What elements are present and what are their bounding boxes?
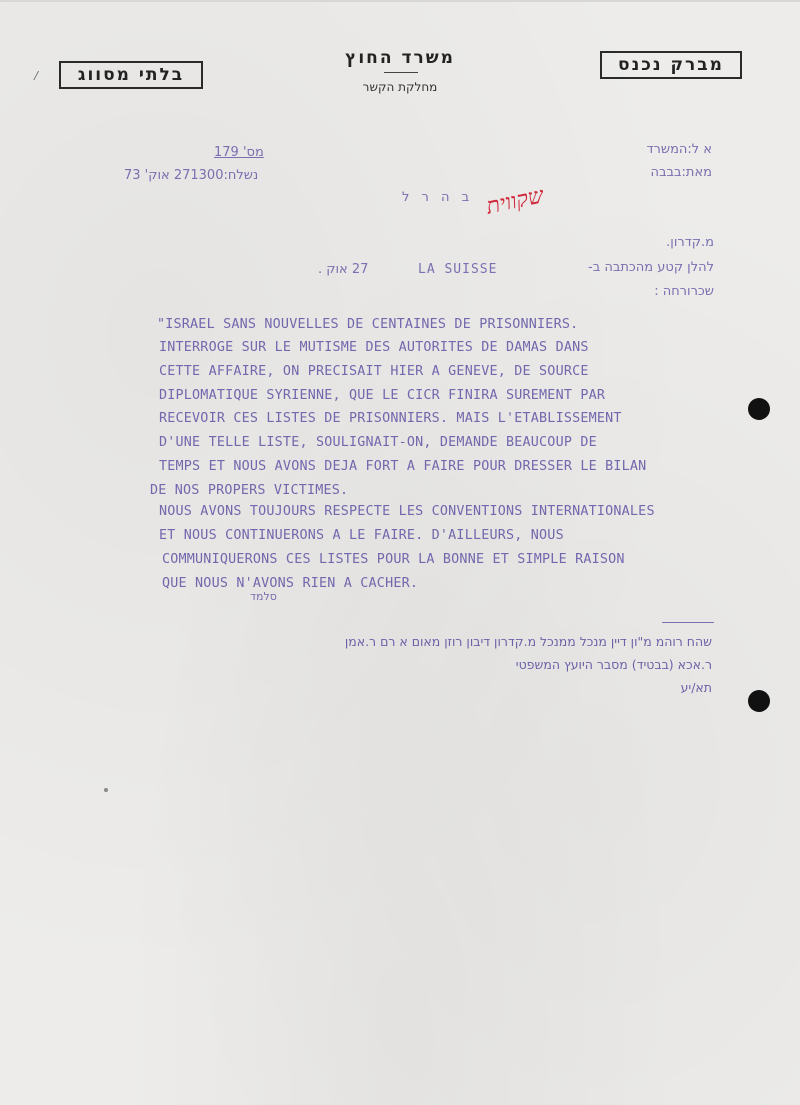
body-line: QUE NOUS N'AVONS RIEN A CACHER. bbox=[162, 576, 419, 591]
distribution-line: ר.אכא (בבטיד) מסבר היועץ המשפטי bbox=[515, 657, 712, 672]
to-line: א ל:המשרד bbox=[646, 142, 712, 157]
body-line: DE NOS PROPERS VICTIMES. bbox=[150, 483, 349, 498]
classification-line: ב ה ר ל bbox=[402, 190, 474, 205]
body-line: "ISRAEL SANS NOUVELLES DE CENTAINES DE PRISONNIERS. bbox=[157, 317, 579, 332]
newspaper-name: LA SUISSE bbox=[418, 262, 498, 277]
newspaper-date: 27 אוק . bbox=[318, 262, 369, 277]
body-line: DIPLOMATIQUE SYRIENNE, QUE LE CICR FINIRA SUREMENT PAR bbox=[159, 388, 606, 403]
department-name: מחלקת הקשר bbox=[362, 80, 438, 94]
handwritten-note: שקווית bbox=[484, 183, 546, 220]
paper-speck bbox=[104, 788, 108, 792]
distribution-line: תא/יע bbox=[680, 680, 712, 695]
source-line: שכרורחה : bbox=[654, 284, 714, 299]
pen-mark: ⁄ bbox=[32, 68, 41, 84]
body-line: CETTE AFFAIRE, ON PRECISAIT HIER A GENEVE, DE SOURCE bbox=[159, 364, 589, 379]
body-line: RECEVOIR CES LISTES DE PRISONNIERS. MAIS L'ETABLISSEMENT bbox=[159, 411, 622, 426]
body-line: D'UNE TELLE LISTE, SOULIGNAIT-ON, DEMANDE BEAUCOUP DE bbox=[159, 435, 597, 450]
body-line: NOUS AVONS TOUJOURS RESPECTE LES CONVENTIONS INTERNATIONALES bbox=[159, 504, 655, 519]
distribution-line: שהח רוהמ מ"ון דיין מנכל ממנכל מ.קדרון דיבון רוזן מאום א רם ר.אמן bbox=[344, 634, 712, 649]
classification-stamp: בלתי מסווג bbox=[59, 61, 203, 89]
ministry-title: משרד החוץ bbox=[345, 48, 455, 68]
distribution-rule bbox=[662, 622, 714, 623]
binder-hole bbox=[748, 690, 770, 712]
body-line: INTERROGE SUR LE MUTISME DES AUTORITES DE DAMAS DANS bbox=[159, 340, 589, 355]
cover-line: להלן קטע מהכתבה ב- bbox=[588, 260, 714, 275]
body-line: ET NOUS CONTINUERONS A LE FAIRE. D'AILLEURS, NOUS bbox=[159, 528, 564, 543]
binder-hole bbox=[748, 398, 770, 420]
incoming-telegram-stamp: מברק נכנס bbox=[600, 51, 742, 79]
sent-line: נשלח:271300 אוק' 73 bbox=[124, 168, 259, 183]
page-number: מס' 179 bbox=[214, 145, 264, 160]
body-line: TEMPS ET NOUS AVONS DEJA FORT A FAIRE POUR DRESSER LE BILAN bbox=[159, 459, 647, 474]
from-line: מאת:בבבה bbox=[650, 165, 712, 180]
ministry-underline bbox=[384, 72, 418, 73]
body-line: COMMUNIQUERONS CES LISTES POUR LA BONNE ET SIMPLE RAISON bbox=[162, 552, 625, 567]
signature: סלמד bbox=[250, 590, 277, 603]
addressee-name: מ.קדרון. bbox=[666, 235, 714, 250]
